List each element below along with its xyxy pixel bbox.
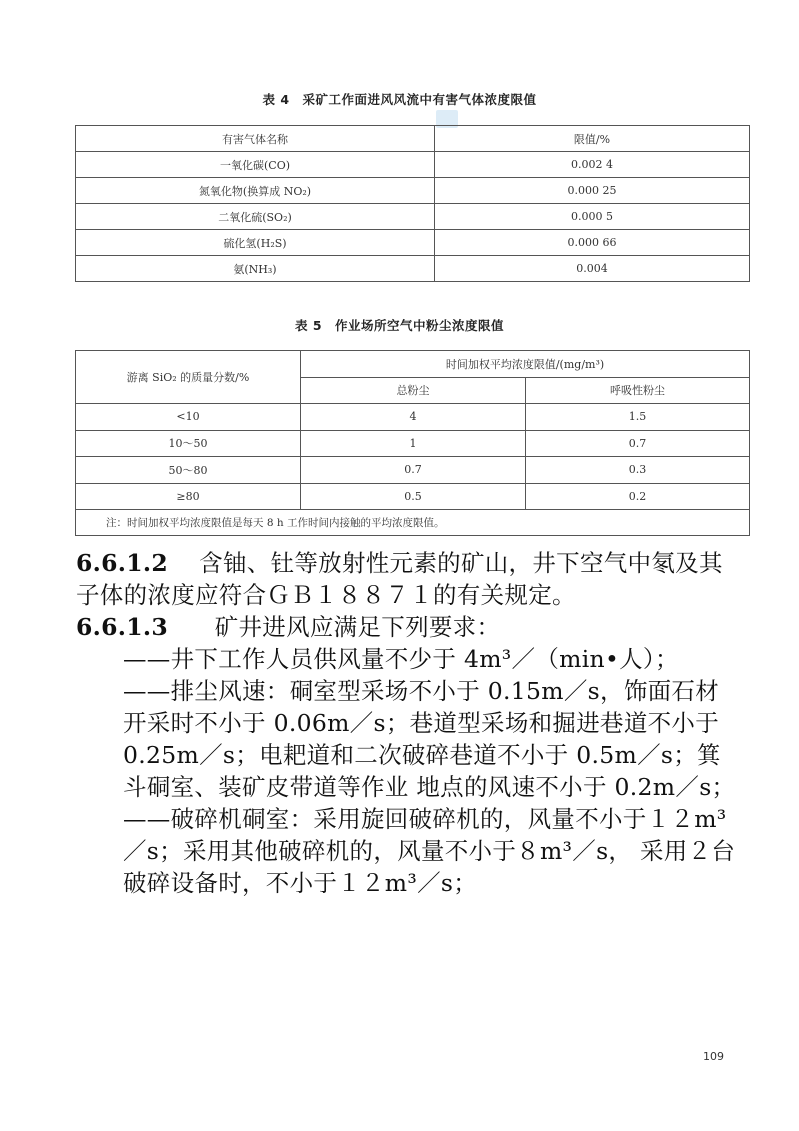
body-text: [76, 547, 736, 899]
respirable-dust-limit: 0.2: [526, 483, 750, 510]
table-row: [76, 256, 750, 282]
table-note: 注：时间加权平均浓度限值是每天 8 h 工作时间内接触的平均浓度限值。: [76, 510, 750, 536]
clause-text: 含铀、钍等放射性元素的矿山，井下空气中氡及其子体的浓度应符合ＧＢ１８８７１的有关规定。: [76, 549, 723, 609]
table4-gas-limits: [75, 125, 750, 282]
gas-limit: 0.002 4: [435, 152, 750, 178]
paragraph-6-6-1-2: [76, 547, 736, 611]
table-note-row: [76, 510, 750, 536]
table-header-row: [76, 126, 750, 152]
total-dust-limit: 4: [301, 404, 526, 431]
gas-name: 硫化氢(H₂S): [76, 230, 435, 256]
table-row: [76, 457, 750, 484]
page-number: 109: [703, 1050, 724, 1063]
sio2-range: 50～80: [76, 457, 301, 484]
table-row: [76, 430, 750, 457]
table-header-row: [76, 351, 750, 378]
sio2-range: ≥80: [76, 483, 301, 510]
table5-dust-limits: [75, 350, 750, 536]
table-row: [76, 230, 750, 256]
list-item-crusher-chamber: ——破碎机硐室：采用旋回破碎机的，风量不小于１２m³／s；采用其他破碎机的，风量不小于８m³／s， 采用２台破碎设备时，不小于１２m³／s；: [123, 805, 736, 897]
header-gas-name: 有害气体名称: [76, 126, 435, 152]
table-row: [76, 152, 750, 178]
header-respirable-dust: 呼吸性粉尘: [526, 377, 750, 404]
table-row: [76, 204, 750, 230]
gas-limit: 0.004: [435, 256, 750, 282]
clause-number: 6.6.1.2: [76, 549, 169, 577]
gas-name: 氨(NH₃): [76, 256, 435, 282]
header-sio2-fraction: 游离 SiO₂ 的质量分数/%: [76, 351, 301, 404]
respirable-dust-limit: 0.3: [526, 457, 750, 484]
respirable-dust-limit: 0.7: [526, 430, 750, 457]
paragraph-6-6-1-3: [76, 611, 736, 643]
gas-limit: 0.000 25: [435, 178, 750, 204]
total-dust-limit: 0.7: [301, 457, 526, 484]
header-limit: 限值/%: [435, 126, 750, 152]
total-dust-limit: 1: [301, 430, 526, 457]
total-dust-limit: 0.5: [301, 483, 526, 510]
table5-caption: 表 5 作业场所空气中粉尘浓度限值: [294, 318, 505, 333]
table-row: [76, 483, 750, 510]
header-total-dust: 总粉尘: [301, 377, 526, 404]
table-row: [76, 404, 750, 431]
gas-name: 氮氧化物(换算成 NO₂): [76, 178, 435, 204]
gas-limit: 0.000 5: [435, 204, 750, 230]
clause-number: 6.6.1.3: [76, 613, 169, 641]
table-row: [76, 178, 750, 204]
table4-caption: 表 4 采矿工作面进风风流中有害气体浓度限值: [262, 92, 537, 107]
respirable-dust-limit: 1.5: [526, 404, 750, 431]
sio2-range: 10～50: [76, 430, 301, 457]
list-item-air-supply: ——井下工作人员供风量不少于 4m³／（min•人）；: [123, 645, 679, 673]
gas-name: 一氧化碳(CO): [76, 152, 435, 178]
clause-text: 矿井进风应满足下列要求：: [214, 613, 501, 641]
gas-limit: 0.000 66: [435, 230, 750, 256]
list-item-dust-velocity: ——排尘风速：硐室型采场不小于 0.15m／s，饰面石材开采时不小于 0.06m／s；巷道型采场和掘进巷道不小于 0.25m／s；电耙道和二次破碎巷道不小于 0.5m／s；箕斗硐室、装矿皮带道等作业 地点的风速不小于 0.2m／s；: [123, 677, 736, 801]
gas-name: 二氧化硫(SO₂): [76, 204, 435, 230]
sio2-range: <10: [76, 404, 301, 431]
header-twa-limit: 时间加权平均浓度限值/(mg/m³): [301, 351, 750, 378]
